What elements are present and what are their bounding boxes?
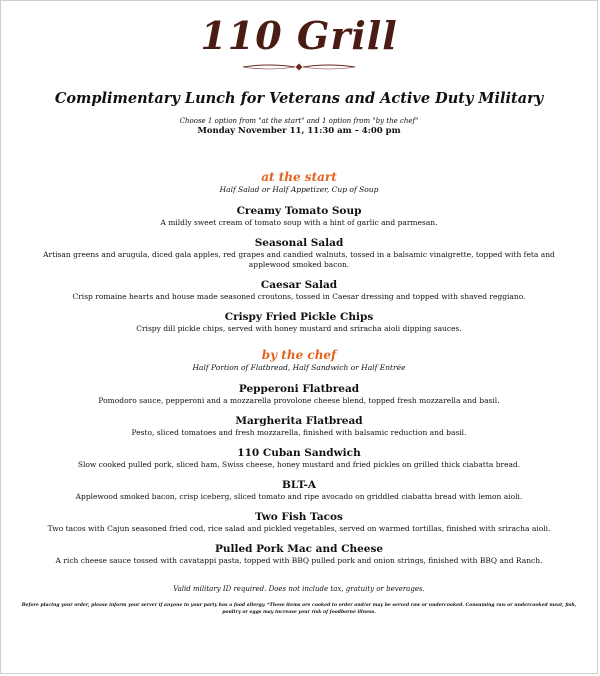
menu-item-description: Pesto, sliced tomatoes and fresh mozzarella, finished with balsamic reduction and basil. xyxy=(131,428,467,437)
menu-item-margherita-flatbread xyxy=(1,415,597,438)
menu-item-description: Crispy dill pickle chips, served with honey mustard and sriracha aioli dipping sauces. xyxy=(136,324,462,333)
selection-instructions: Choose 1 option from "at the start" and 1 option from "by the chef" xyxy=(179,117,419,125)
menu-item-description: A rich cheese sauce tossed with cavatappi pasta, topped with BBQ pulled pork and onion strings, finished with BBQ and Ranch. xyxy=(55,556,543,565)
menu-item-fried-pickle-chips xyxy=(1,311,597,334)
section-heading: at the start xyxy=(261,170,337,184)
menu-item-name: Crispy Fried Pickle Chips xyxy=(224,311,374,323)
section-by-the-chef xyxy=(1,347,597,566)
menu-item-description: Pomodoro sauce, pepperoni and a mozzarella provolone cheese blend, topped fresh mozzarella and basil. xyxy=(98,396,500,405)
menu-item-name: Creamy Tomato Soup xyxy=(236,205,362,217)
menu-item-creamy-tomato-soup xyxy=(1,205,597,228)
menu-item-blt-a xyxy=(1,479,597,502)
menu-item-pulled-pork-mac-and-cheese xyxy=(1,543,597,566)
menu-item-name: Margherita Flatbread xyxy=(235,415,363,427)
menu-item-name: Seasonal Salad xyxy=(254,237,344,249)
menu-item-cuban-sandwich xyxy=(1,447,597,470)
restaurant-logo-title: 110 Grill xyxy=(200,13,398,58)
section-note: Half Portion of Flatbread, Half Sandwich or Half Entrée xyxy=(192,363,406,372)
menu-item-description: Artisan greens and arugula, diced gala apples, red grapes and candied walnuts, tossed in a balsamic vinaigrette, topped with feta and applewood smoked bacon. xyxy=(43,250,555,269)
menu-item-description: Crisp romaine hearts and house made seasoned croutons, tossed in Caesar dressing and topped with shaved reggiano. xyxy=(72,292,526,301)
menu-item-name: Two Fish Tacos xyxy=(255,511,343,523)
menu-item-name: Pulled Pork Mac and Cheese xyxy=(214,543,384,555)
section-note: Half Salad or Half Appetizer, Cup of Soup xyxy=(219,185,379,194)
menu-item-caesar-salad xyxy=(1,279,597,302)
ornamental-divider-icon xyxy=(239,62,359,72)
menu-item-description: Two tacos with Cajun seasoned fried cod, rice salad and pickled vegetables, served on warmed tortillas, finished with sriracha aioli. xyxy=(47,524,551,533)
event-title: Complimentary Lunch for Veterans and Active Duty Military xyxy=(54,90,544,107)
menu-item-name: Pepperoni Flatbread xyxy=(238,383,360,395)
section-heading: by the chef xyxy=(261,348,337,362)
menu-item-name: BLT-A xyxy=(282,479,316,491)
menu-item-description: Slow cooked pulled pork, sliced ham, Swiss cheese, honey mustard and fried pickles on grilled thick ciabatta bread. xyxy=(77,460,521,469)
menu-item-pepperoni-flatbread xyxy=(1,383,597,406)
menu-item-name: Caesar Salad xyxy=(260,279,338,291)
military-id-note: Valid military ID required. Does not include tax, gratuity or beverages. xyxy=(173,585,425,593)
event-date: Monday November 11, 11:30 am – 4:00 pm xyxy=(197,126,401,136)
menu-item-description: Applewood smoked bacon, crisp iceberg, sliced tomato and ripe avocado on griddled ciabatta bread with lemon aioli. xyxy=(75,492,523,501)
menu-item-two-fish-tacos xyxy=(1,511,597,534)
menu-item-seasonal-salad xyxy=(1,237,597,270)
section-at-the-start xyxy=(1,169,597,334)
menu-item-description: A mildly sweet cream of tomato soup with a hint of garlic and parmesan. xyxy=(160,218,438,227)
allergy-disclaimer: Before placing your order, please inform your server if anyone in your party has a food allergy. *These items are cooked to order and/or may be served raw or undercooked. Consuming raw or undercooked meat, fish, poultry or eggs may increase your risk of foodborne illness. xyxy=(21,603,577,615)
menu-item-name: 110 Cuban Sandwich xyxy=(237,447,361,459)
